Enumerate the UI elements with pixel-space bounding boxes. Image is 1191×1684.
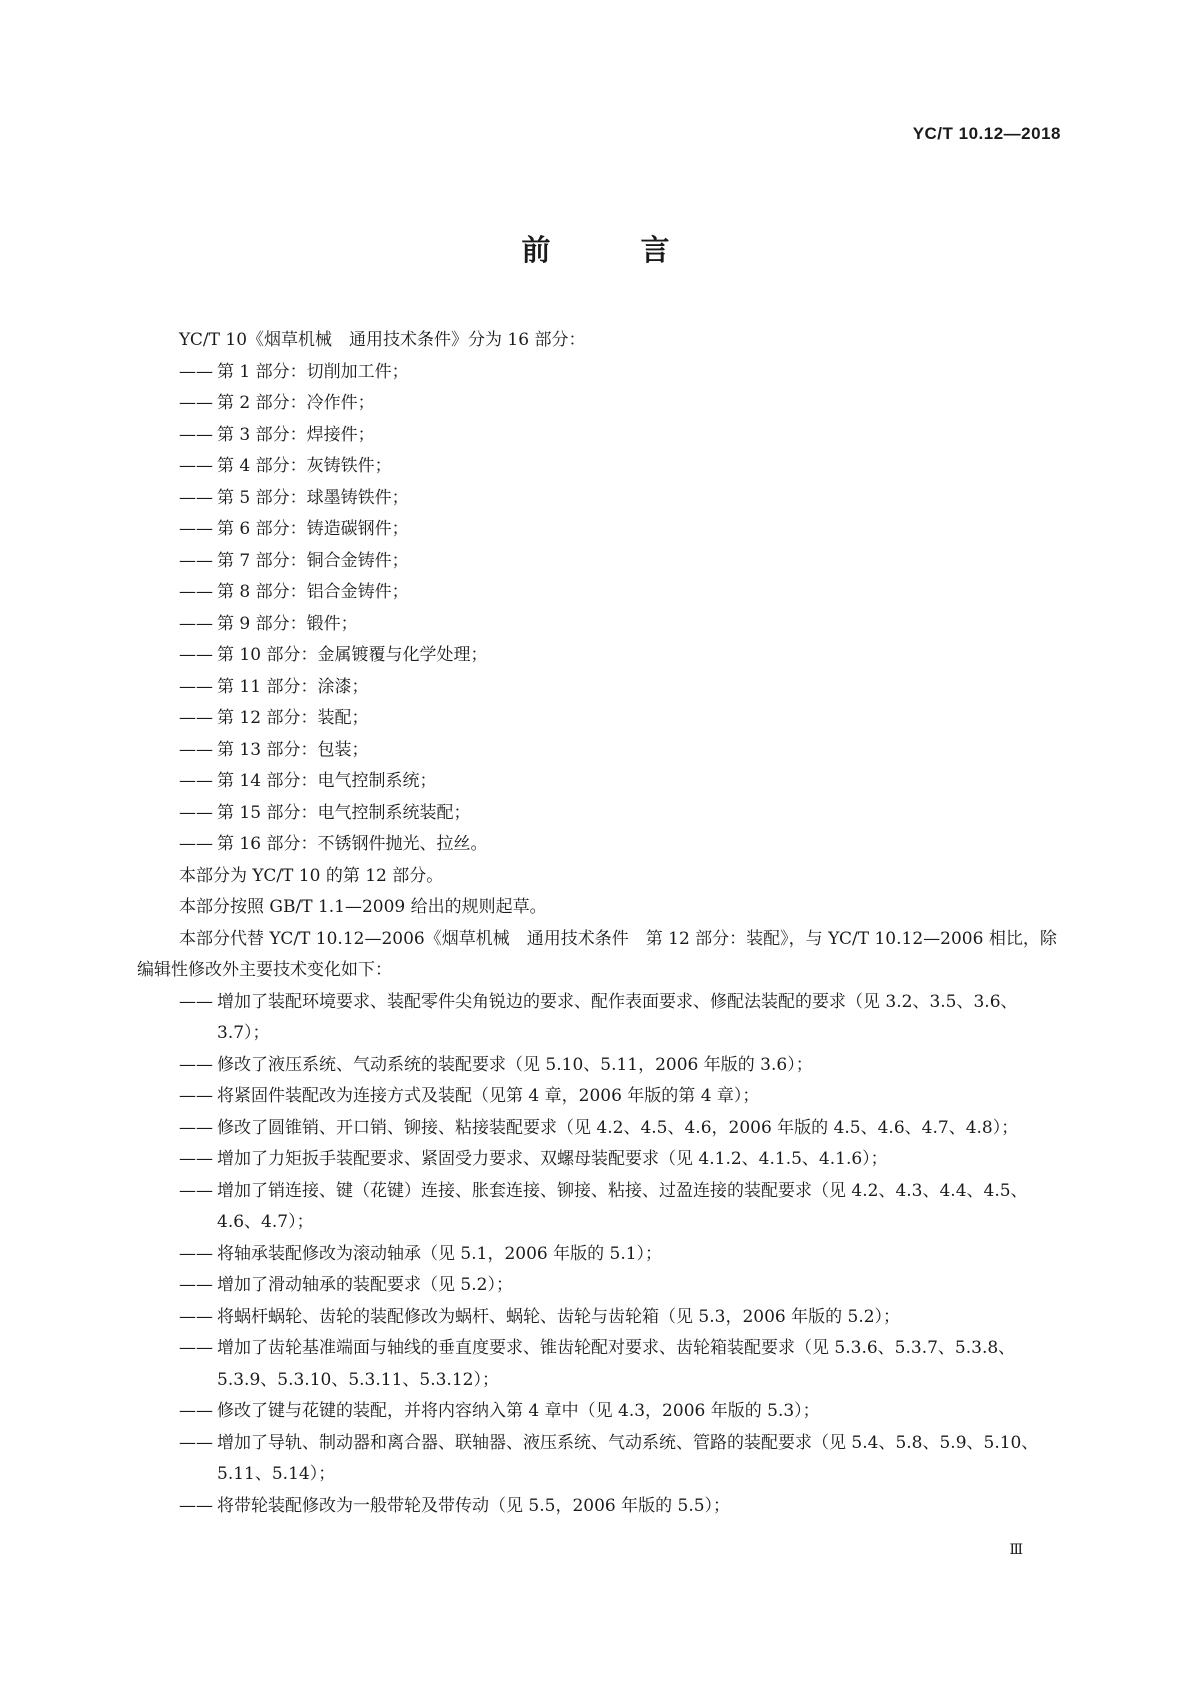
list-item-text: 修改了键与花键的装配，并将内容纳入第 4 章中（见 4.3，2006 年版的 5.3）； (217, 1401, 820, 1421)
part-list-item (137, 829, 1062, 861)
list-item-text: 将轴承装配修改为滚动轴承（见 5.1，2006 年版的 5.1）； (217, 1243, 663, 1264)
paragraph-replacement: 本部分代替 YC/T 10.12—2006《烟草机械 通用技术条件 第 12 部分：装配》，与 YC/T 10.12—2006 相比，除编辑性修改外主要技术变化如下： (137, 928, 1057, 980)
part-list-item (137, 609, 1062, 641)
page-number: Ⅲ (1009, 1542, 1023, 1558)
list-dash: —— (179, 361, 213, 382)
intro-paragraph: YC/T 10《烟草机械 通用技术条件》分为 16 部分： (179, 330, 586, 350)
change-list-item (137, 1396, 1062, 1428)
list-dash: —— (179, 613, 213, 634)
part-list-item (137, 735, 1062, 767)
list-item-text: 第 15 部分：电气控制系统装配； (217, 802, 471, 823)
list-item-text: 第 13 部分：包装； (217, 739, 369, 760)
list-item-text: 将带轮装配修改为一般带轮及带传动（见 5.5，2006 年版的 5.5）； (217, 1495, 731, 1516)
list-dash: —— (179, 1432, 213, 1453)
list-item-text: 第 3 部分：焊接件； (217, 424, 375, 445)
part-list-item (137, 546, 1062, 578)
list-dash: —— (179, 739, 213, 760)
list-dash: —— (179, 991, 213, 1012)
list-dash: —— (179, 1275, 213, 1295)
list-dash: —— (179, 771, 213, 791)
part-list-item (137, 577, 1062, 609)
change-list-item (137, 1239, 1062, 1271)
list-item-text: 第 10 部分：金属镀覆与化学处理； (217, 645, 488, 665)
paragraph-drafting-rules: 本部分按照 GB/T 1.1—2009 给出的规则起草。 (179, 897, 547, 917)
list-item-text: 将蜗杆蜗轮、齿轮的装配修改为蜗杆、蜗轮、齿轮与齿轮箱（见 5.3，2006 年版的 5.2）； (217, 1306, 901, 1327)
list-item-text: 第 6 部分：铸造碳钢件； (217, 519, 409, 539)
change-list-item (137, 1176, 1062, 1239)
list-dash: —— (179, 708, 213, 728)
list-dash: —— (179, 1180, 213, 1201)
list-dash: —— (179, 1338, 213, 1358)
list-dash: —— (179, 424, 213, 445)
list-item-text: 修改了圆锥销、开口销、铆接、粘接装配要求（见 4.2、4.5、4.6，2006 年版的 4.5、4.6、4.7、4.8）； (217, 1117, 1019, 1138)
list-dash: —— (179, 1495, 213, 1516)
list-item-text: 第 9 部分：锻件； (217, 613, 358, 634)
list-dash: —— (179, 1243, 213, 1264)
list-item-text: 第 1 部分：切削加工件； (217, 361, 409, 382)
change-list-item (137, 1491, 1062, 1523)
list-dash: —— (179, 1401, 213, 1421)
change-list-item (137, 1144, 1062, 1176)
part-list-item (137, 388, 1062, 420)
list-item-text: 第 5 部分：球墨铸铁件； (217, 487, 409, 508)
list-item-text: 第 8 部分：铝合金铸件； (217, 582, 409, 602)
change-list-item (137, 1050, 1062, 1082)
document-body (137, 325, 1062, 1522)
list-dash: —— (179, 1149, 213, 1169)
list-item-text: 第 12 部分：装配； (217, 708, 369, 728)
list-item-text: 增加了销连接、键（花键）连接、胀套连接、铆接、粘接、过盈连接的装配要求（见 4.2、4.3、4.4、4.5、4.6、4.7）； (217, 1180, 1028, 1232)
part-list-item (137, 357, 1062, 389)
list-dash: —— (179, 519, 213, 539)
list-item-text: 第 2 部分：冷作件； (217, 393, 375, 413)
list-dash: —— (179, 582, 213, 602)
part-list-item (137, 703, 1062, 735)
change-list-item (137, 1081, 1062, 1113)
changes-list (137, 987, 1062, 1523)
list-item-text: 增加了滑动轴承的装配要求（见 5.2）； (217, 1275, 513, 1295)
list-dash: —— (179, 834, 213, 854)
list-dash: —— (179, 1306, 213, 1327)
list-item-text: 第 7 部分：铜合金铸件； (217, 550, 409, 571)
list-item-text: 第 11 部分：涂漆； (217, 676, 369, 697)
change-list-item (137, 1333, 1062, 1396)
change-list-item (137, 1270, 1062, 1302)
list-item-text: 增加了齿轮基准端面与轴线的垂直度要求、锥齿轮配对要求、齿轮箱装配要求（见 5.3.6、5.3.7、5.3.8、5.3.9、5.3.10、5.3.11、5.3.12）； (217, 1338, 1016, 1390)
part-list-item (137, 672, 1062, 704)
list-item-text: 第 4 部分：灰铸铁件； (217, 456, 392, 476)
part-list-item (137, 798, 1062, 830)
standard-code: YC/T 10.12—2018 (912, 124, 1061, 143)
list-item-text: 第 16 部分：不锈钢件抛光、拉丝。 (217, 834, 488, 854)
list-dash: —— (179, 1117, 213, 1138)
change-list-item (137, 1113, 1062, 1145)
list-dash: —— (179, 1086, 213, 1106)
change-list-item (137, 1428, 1062, 1491)
list-dash: —— (179, 645, 213, 665)
part-list-item (137, 451, 1062, 483)
list-dash: —— (179, 802, 213, 823)
list-item-text: 第 14 部分：电气控制系统； (217, 771, 437, 791)
part-list-item (137, 483, 1062, 515)
part-list-item (137, 514, 1062, 546)
list-dash: —— (179, 1054, 213, 1075)
list-dash: —— (179, 550, 213, 571)
list-item-text: 增加了力矩扳手装配要求、紧固受力要求、双螺母装配要求（见 4.1.2、4.1.5、4.1.6）； (217, 1149, 888, 1169)
list-dash: —— (179, 487, 213, 508)
list-item-text: 增加了导轨、制动器和离合器、联轴器、液压系统、气动系统、管路的装配要求（见 5.4、5.8、5.9、5.10、5.11、5.14）； (217, 1432, 1039, 1484)
list-item-text: 修改了液压系统、气动系统的装配要求（见 5.10、5.11，2006 年版的 3.6）； (217, 1054, 813, 1075)
list-dash: —— (179, 676, 213, 697)
parts-list (137, 357, 1062, 861)
part-list-item (137, 766, 1062, 798)
list-dash: —— (179, 456, 213, 476)
list-dash: —— (179, 393, 213, 413)
list-item-text: 将紧固件装配改为连接方式及装配（见第 4 章，2006 年版的第 4 章）； (217, 1086, 760, 1106)
list-item-text: 增加了装配环境要求、装配零件尖角锐边的要求、配作表面要求、修配法装配的要求（见 3.2、3.5、3.6、3.7）； (217, 991, 1018, 1043)
paragraph-part-number: 本部分为 YC/T 10 的第 12 部分。 (179, 865, 444, 886)
change-list-item (137, 987, 1062, 1050)
change-list-item (137, 1302, 1062, 1334)
page-title: 前 言 (521, 233, 710, 267)
part-list-item (137, 640, 1062, 672)
part-list-item (137, 420, 1062, 452)
